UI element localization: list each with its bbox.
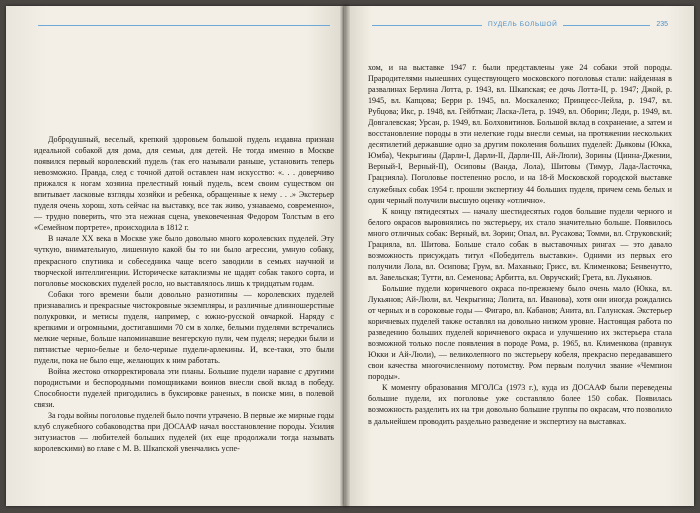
right-paragraph: хом, и на выставке 1947 г. были представлены уже 24 собаки этой породы. Прародителями нынешних существующего московского поголовья стали: найденная в развалинах Берлина Лотта, р. 1943, вл. Шкапская; ее дочь Лотта-II, р. 1947; Джой, р. 1945, вл. Капцова; Берри р. 1945, вл. Москаленко; Принцесс-Лейла, р. 1947, вл. Рубцова; Икс, р. 1948, вл. Гейбтман; Ласка-Лета, р. 1949, вл. Оборин; Леди, р. 1949, вл. Довгалевская; Урсан, р. 1949, вл. Болховитинов. Большой вклад в сохранение, а затем и восстановление породы в эти нелегкие годы внесли семьи, на протяжении нескольких десятилетий державшие одно за другим поколения больших пуделей: Дьяковы (Юкка, Юмба), Чекрыгины (Дарли-I, Дарли-II, Дарли-III, Ай-Люли), Зорины (Цинна-Джении, Верный-I, Верный-II), Осиповы (Ванда, Лола), Шитовы (Тимур, Лада-Ласточка, Грацзияла). Поголовье постепенно росло, и на 18-й Московской городской выставке служебных собак 1954 г. прошли экспертизу 44 больших пуделя, причем семь белых и один черный получили высшую оценку «отлично».	[368, 63, 672, 205]
left-page	[6, 6, 348, 506]
right-page	[344, 6, 694, 506]
left-paragraph: Собаки того времени были довольно разнотипны — королевских пуделей признавались и прекрасные чистокровные экземпляры, и различные длинношерстные полукровки, и метисы пуделя, например, с южно-русской овчаркой. Наряду с крепкими и огромными, достигавшими 70 см в холке, белыми пуделями встречались мелкие черные, больше напоминавшие венгерскую пули, чем пуделя; нередки были и пятнистые черно-белые и бело-черные пудели-арлекины. И, все-таки, это были пудели, пока не было еще, желающих к ним работать.	[34, 289, 334, 365]
right-paragraph: К моменту образования МГОЛСа (1973 г.), куда из ДОСААФ были переведены большие пудели, их поголовье уже составляло более 150 собак. Появилась возможность разделить их на три довольно большие группы по окрасам, что позволило в дальнейшем проводить раздельно разведение и экспертизу на выставках.	[368, 383, 672, 426]
left-body-text	[34, 134, 334, 454]
right-paragraph: К концу пятидесятых — началу шестидесятых годов большие пудели черного и белого окрасов выровнялись по экстерьеру, их стало значительно больше. Появилось много отличных собак: Верный, вл. Зорин; Опал, вл. Русакова; Томми, вл. Струковский; Грацияла, вл. Шитова. Больше стало собак в выставочных рингах — это давало возможность присуждать титул «Победитель выставки». Одними из первых его получили Лола, вл. Осипова; Грум, вл. Маханько; Грисс, вл. Клименкова; Бенвенутто, вл. Завельская; Тутти, вл. Семенова; Арбитта, вл. Овручский; Грета, вл. Лукьянов.	[368, 206, 672, 282]
page-number: 235	[650, 20, 668, 30]
left-paragraph: Война жестоко откорректировала эти планы. Большие пудели наравне с другими породистыми и беспородными помощниками воинов внесли свой вклад в победу. Способности пуделей пригодились в буксировке раненых, в поиске мин, в полевой связи.	[34, 366, 334, 410]
right-body-text	[368, 62, 672, 427]
left-paragraph: В начале XX века в Москве уже было довольно много королевских пуделей. Эту чуткую, внимательную, лишенную какой бы то ни было агрессии, умную собаку, прекрасного спутника и собеседника чаще всего заводили в семьях научной и творческой интеллигенции. Историческе катаклизмы не щадят собак такого сорта, и поголовье московских пуделей росло, но выставлялось лишь к тридцатым годам.	[34, 234, 334, 288]
book-gutter	[340, 6, 350, 506]
left-paragraph: За годы войны поголовье пуделей было почти утрачено. В первые же мирные годы клуб служебного собаководства при ДОСААФ начал восстановление породы. Усилия энтузиастов — любителей больших пуделей (их еще продолжали тогда называть королевскими) во главе с М. В. Шкапской увенчались успе-	[34, 411, 334, 454]
left-paragraph: Добродушный, веселый, крепкий здоровьем большой пудель издавна признан идеальной собакой для дома, для семьи, для детей. Не тогда именно в Москве появился первый королевский пудель (так его называли раньше, установить теперь невозможно. Правда, след с точной датой оставлен нам искусство: «. . . доверчиво прижался к ногам хозяина прелестный юный пудель, всем своим существом он впитывает ласковые взгляды хозяйки и ребенка, обращенные к нему . . .» Экстерьер пуделя очень хорош, хоть сейчас на выставку, все так живо, узнаваемо, современно», — трудно поверить, что эта нежная сцена, увековеченная Федором Толстым в его «Семейном портрете», происходила в 1812 г.	[34, 135, 334, 233]
running-header	[372, 20, 668, 33]
right-paragraph: Большие пудели коричневого окраса по-прежнему было очень мало (Юкка, вл. Лукьянов; Ай-Люли, вл. Чекрыгина; Лолита, вл. Иванова), хотя они иногда рождались от черных и в сороковые годы — Фигаро, вл. Кабанов; Анита, вл. Галунская. Экстерьер коричневых пуделей также оставлял на довольно низком уровне. Настоящая работа по разведению больших пуделей коричневого окраса и улучшению их экстерьера стала возможной только после появления в породе Рома, р. 1965, вл. Клименкова (правнук Юкки и Ай-Люли), — великолепного по экстерьеру кобеля, прекрасно передававшего свои качества многочисленному потомству. Ром первым получил звание «Чемпион породы».	[368, 283, 672, 382]
running-title: ПУДЕЛЬ БОЛЬШОЙ	[482, 20, 563, 30]
left-header-rule	[38, 25, 330, 26]
